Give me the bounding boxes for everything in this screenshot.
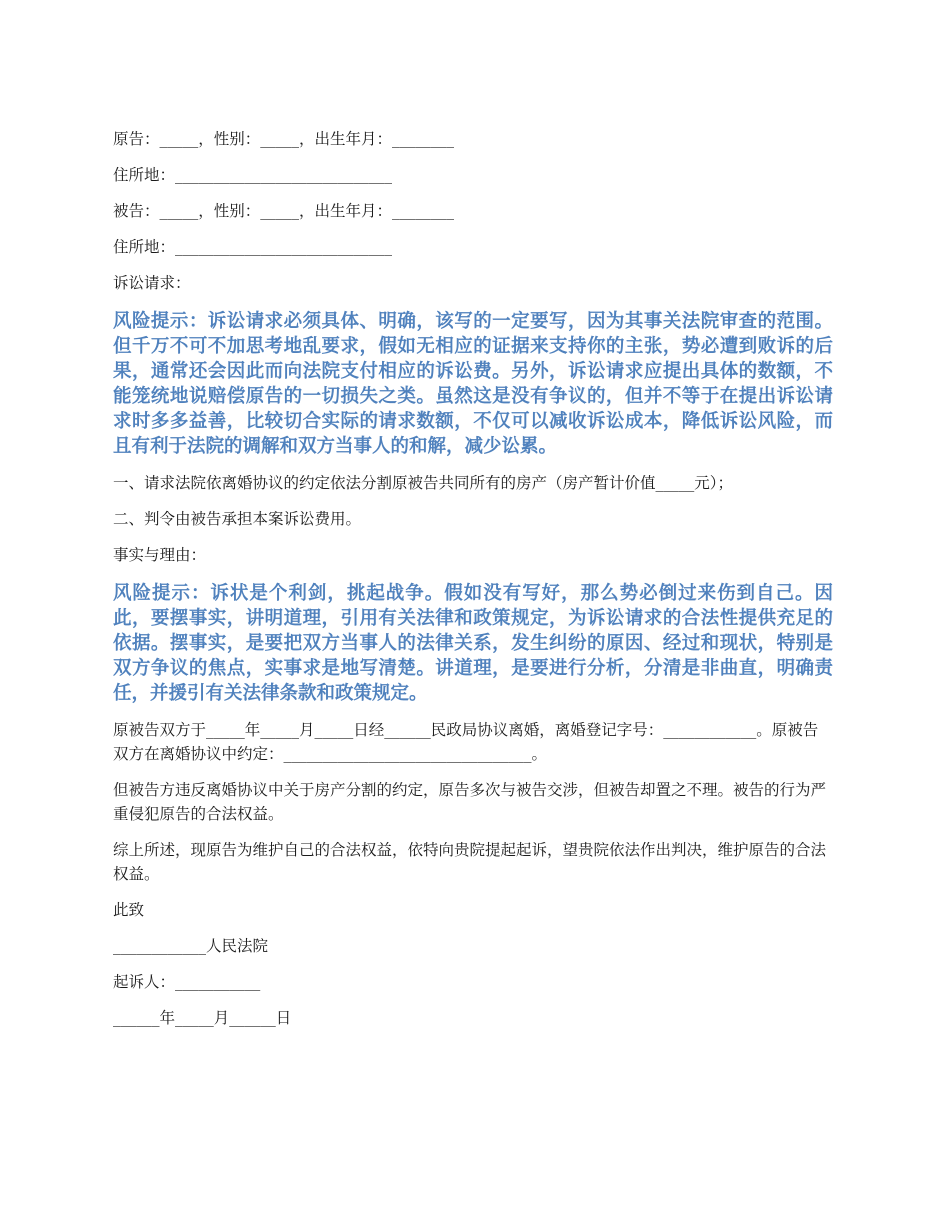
conclusion-paragraph: 综上所述，现原告为维护自己的合法权益，依特向贵院提起起诉，望贵院依法作出判决，维护原告的合法权益。 [113, 841, 827, 883]
plaintiff-info: 原告：_____，性别：_____，出生年月：________ [113, 130, 455, 148]
risk-tip-claims: 风险提示：诉讼请求必须具体、明确，该写的一定要写，因为其事关法院审查的范围。但千万不可不加思考地乱要求，假如无相应的证据来支持你的主张，势必遭到败诉的后果，通常还会因此而向法院支付相应的诉讼费。另外，诉讼请求应提出具体的数额，不能笼统地说赔偿原告的一切损失之类。虽然这是没有争议的，但并不等于在提出诉讼请求时多多益善，比较切合实际的请求数额，不仅可以减收诉讼成本，降低诉讼风险，而且有利于法院的调解和双方当事人的和解，减少讼累。 [113, 311, 833, 457]
salutation: 此致 [113, 901, 145, 919]
defendant-address: 住所地：____________________________ [113, 238, 393, 256]
risk-tip-facts: 风险提示：诉状是个利剑，挑起战争。假如没有写好，那么势必倒过来伤到自己。因此，要摆事实，讲明道理，引用有关法律和政策规定，为诉讼请求的合法性提供充足的依据。摆事实，是要把双方当事人的法律关系，发生纠纷的原因、经过和现状，特别是双方争议的焦点，实事求是地写清楚。讲道理，是要进行分析，分清是非曲直，明确责任，并援引有关法律条款和政策规定。 [113, 583, 833, 704]
facts-heading: 事实与理由： [113, 546, 207, 564]
plaintiff-address: 住所地：____________________________ [113, 166, 393, 184]
fact-paragraph-2: 但被告方违反离婚协议中关于房产分割的约定，原告多次与被告交涉，但被告却置之不理。被告的行为严重侵犯原告的合法权益。 [113, 781, 827, 823]
document-body [113, 127, 833, 1042]
plaintiff-signature: 起诉人：___________ [113, 973, 261, 991]
court-name: ____________人民法院 [113, 937, 269, 955]
claims-heading: 诉讼请求： [113, 274, 191, 292]
fact-paragraph-1: 原被告双方于_____年_____月_____日经______民政局协议离婚，离婚登记字号：____________。原被告双方在离婚协议中约定：________________________________。 [113, 721, 819, 763]
defendant-info: 被告：_____，性别：_____，出生年月：________ [113, 202, 455, 220]
claim-item-1: 一、请求法院依离婚协议的约定依法分割原被告共同所有的房产（房产暂计价值_____元）； [113, 474, 734, 492]
claim-item-2: 二、判令由被告承担本案诉讼费用。 [113, 510, 362, 528]
date-line: ______年_____月______日 [113, 1009, 292, 1027]
